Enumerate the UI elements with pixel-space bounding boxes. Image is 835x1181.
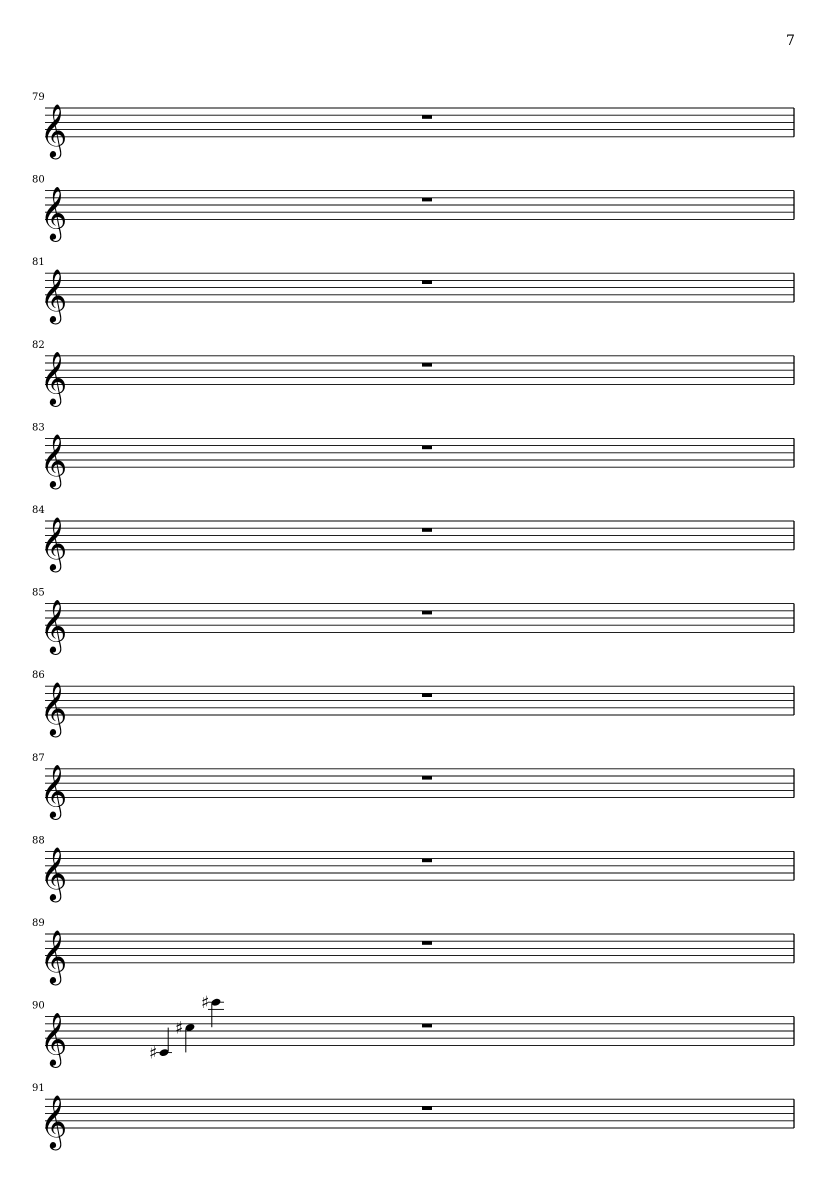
measure-number: 83 (32, 422, 45, 434)
staff-system-83 (32, 422, 794, 489)
measure-number: 85 (32, 587, 45, 599)
treble-clef-icon: 𝄞 (40, 433, 68, 488)
whole-rest-icon (422, 1106, 432, 1110)
treble-clef-icon: 𝄞 (40, 928, 68, 983)
staff-system-89 (32, 918, 794, 985)
measure-number: 80 (32, 174, 45, 186)
measure-number: 86 (32, 670, 45, 682)
treble-clef-icon: 𝄞 (40, 1011, 68, 1066)
whole-rest-icon (422, 115, 432, 119)
whole-rest-icon (422, 611, 432, 615)
measure-number: 87 (32, 752, 45, 764)
staff-system-90 (32, 993, 794, 1067)
whole-rest-icon (422, 528, 432, 532)
treble-clef-icon: 𝄞 (40, 515, 68, 570)
measure-number: 81 (32, 257, 45, 269)
treble-clef-icon: 𝄞 (40, 185, 68, 240)
treble-clef-icon: 𝄞 (40, 268, 68, 322)
treble-clef-icon: 𝄞 (40, 681, 68, 735)
whole-rest-icon (422, 446, 432, 450)
whole-rest-icon (422, 941, 432, 945)
whole-rest-icon (422, 776, 432, 780)
treble-clef-icon: 𝄞 (40, 1094, 68, 1148)
measure-number: 90 (32, 1000, 45, 1012)
staff-system-88 (32, 835, 794, 902)
treble-clef-icon: 𝄞 (40, 102, 68, 157)
measure-number: 84 (32, 505, 45, 516)
sharp-icon: ♯ (201, 993, 210, 1014)
staff-system-86 (32, 670, 794, 737)
whole-rest-icon (422, 693, 432, 697)
whole-rest-icon (422, 198, 432, 202)
measure-number: 82 (32, 339, 45, 351)
staff-system-80 (32, 175, 794, 242)
staff-system-79 (32, 92, 794, 159)
staff-system-81 (32, 257, 794, 324)
whole-rest-icon (422, 859, 432, 863)
whole-rest-icon (422, 363, 432, 367)
staff-system-85 (32, 588, 794, 655)
page-number: 7 (786, 33, 795, 49)
measure-number: 89 (32, 918, 45, 929)
sharp-icon: ♯ (175, 1018, 184, 1039)
measure-number: 88 (32, 835, 45, 847)
whole-rest-icon (422, 280, 432, 284)
measure-number: 91 (32, 1083, 45, 1095)
staff-system-82 (32, 340, 794, 407)
staff-system-84 (32, 505, 794, 572)
staff-system-91 (32, 1083, 794, 1150)
treble-clef-icon: 𝄞 (40, 350, 68, 405)
treble-clef-icon: 𝄞 (40, 763, 68, 818)
whole-rest-icon (422, 1024, 432, 1028)
measure-number: 79 (32, 92, 45, 103)
treble-clef-icon: 𝄞 (40, 598, 68, 653)
staff-system-87 (32, 753, 794, 820)
treble-clef-icon: 𝄞 (40, 846, 68, 901)
sharp-icon: ♯ (149, 1043, 158, 1064)
